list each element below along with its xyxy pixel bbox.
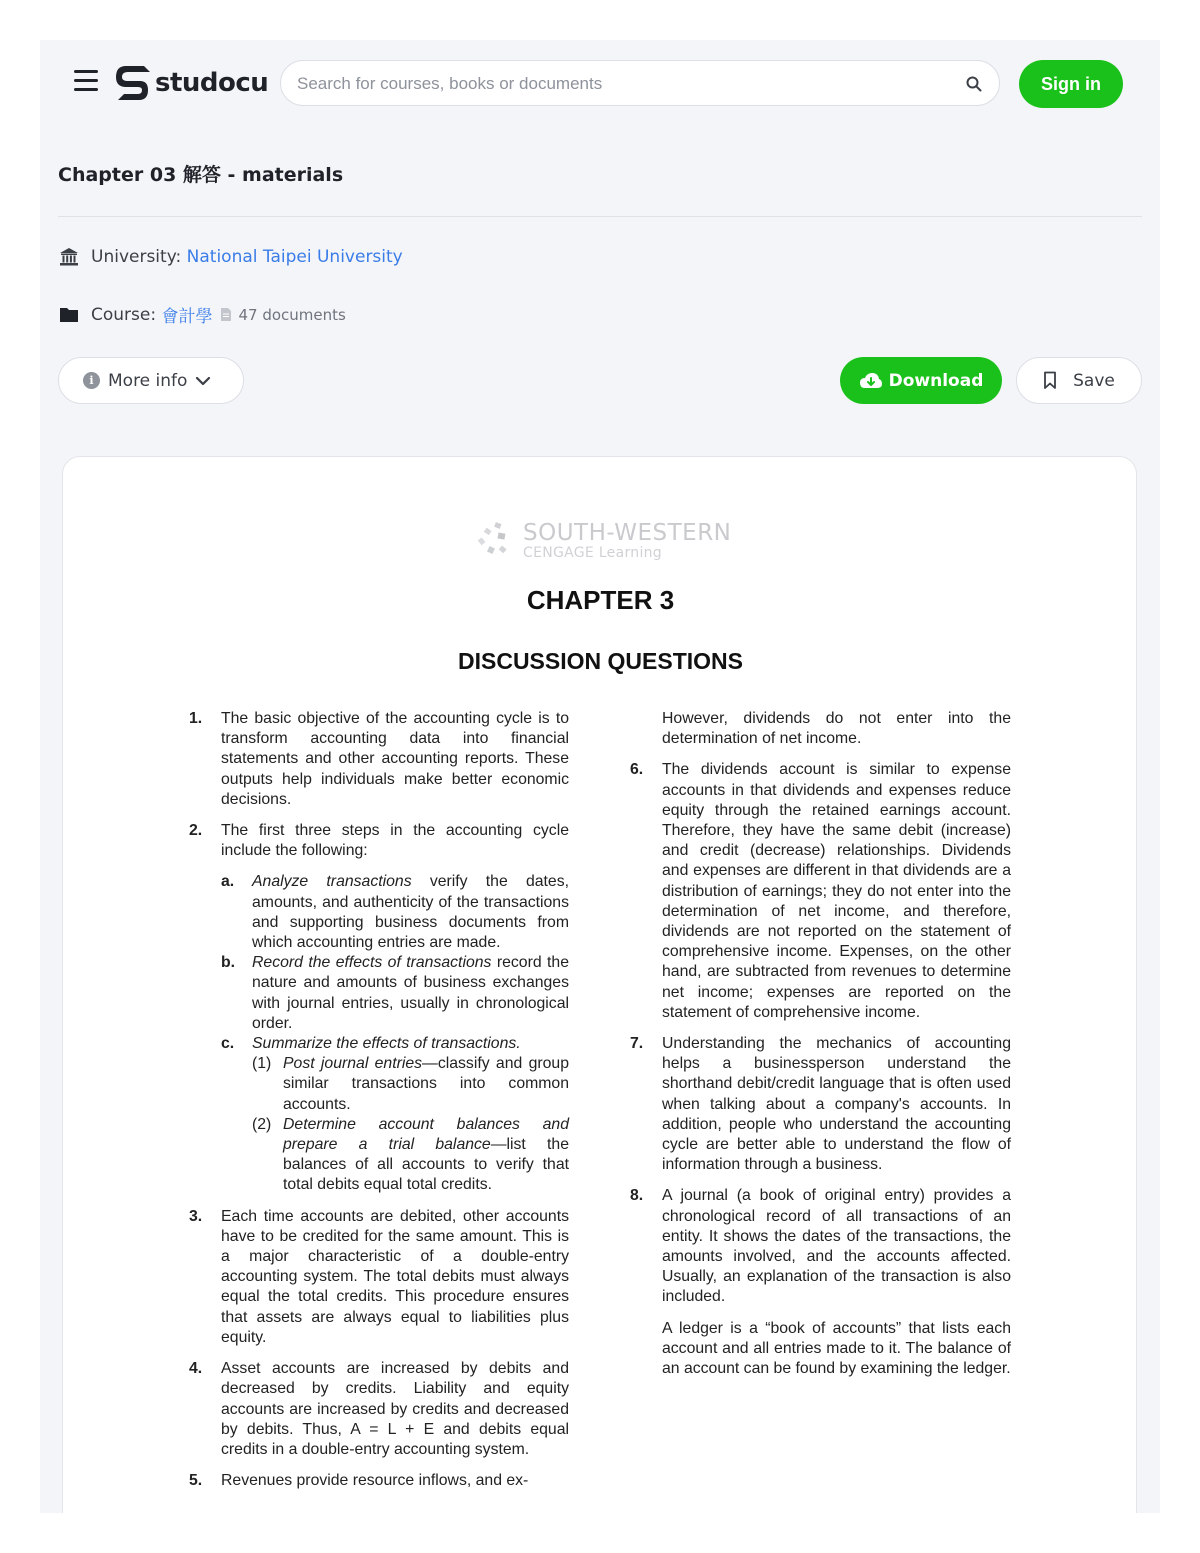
answer-text: Each time accounts are debited, other accounts have to be credited for the same amount. This is a major characteristic of a double-entry accounting system. The total debits must always equal the total credits. This procedure ensures that assets are always equal to liabilities plus equity.: [221, 1207, 569, 1346]
sub-sub-item-number: (2): [252, 1115, 272, 1133]
university-label: University:: [91, 247, 182, 267]
document-icon: [220, 307, 232, 322]
sub-sub-item-number: (1): [252, 1055, 272, 1073]
sub-item-title: Analyze transactions: [252, 873, 412, 891]
answer-text: The first three steps in the accounting cycle include the following:: [221, 822, 569, 860]
question-item: [630, 1034, 1011, 1175]
question-item: [189, 1359, 569, 1460]
question-item: [630, 1186, 1011, 1307]
sub-item-title: Record the effects of transactions: [252, 954, 492, 972]
university-link[interactable]: National Taipei University: [186, 247, 403, 267]
course-label: Course:: [91, 304, 157, 325]
studocu-logo[interactable]: [114, 63, 268, 103]
question-item: [189, 821, 569, 1196]
answer-text: Understanding the mechanics of accounting helps a businessperson understand the shorthand debit/credit language that is often used when talking about a company's accounts. In addition, people who understand the accounting cycle are better able to understand the flow of information through a business.: [662, 1035, 1011, 1174]
sub-sub-item-text: —list the balances of all accounts to verify that total debits equal total credits.: [283, 1136, 569, 1194]
question-number: 3.: [189, 1207, 203, 1225]
publisher-subtitle: CENGAGE Learning: [523, 545, 662, 561]
answer-text: Revenues provide resource inflows, and ex-: [221, 1472, 529, 1490]
search-icon[interactable]: [965, 75, 983, 93]
course-row: [58, 302, 346, 327]
download-button[interactable]: [840, 357, 1002, 404]
publisher-mark-icon: [473, 521, 517, 561]
sub-item: [221, 1034, 569, 1196]
sub-item-title: Summarize the effects of transactions.: [252, 1035, 521, 1053]
publisher-text: [523, 522, 731, 560]
chapter-heading: CHAPTER 3: [526, 585, 675, 615]
answer-text: Asset accounts are increased by debits and decreased by credits. Liability and equity accounts are increased by credits and decreased by debits. Thus, A = L + E and debits equal credits in a double-entry accounting system.: [221, 1360, 569, 1458]
question-number: 6.: [630, 761, 644, 779]
answer-text: The basic objective of the accounting cycle is to transform accounting data into financial statements and other accounting reports. These outputs help individuals make better economic decisions.: [221, 710, 569, 808]
logo-text: studocu: [155, 68, 269, 98]
sub-sub-item: [252, 1115, 569, 1196]
sub-sub-item-title: Post journal entries: [283, 1055, 423, 1073]
university-row: [58, 246, 403, 268]
course-link[interactable]: 會計學: [161, 307, 213, 327]
section-heading: DISCUSSION QUESTIONS: [458, 648, 743, 674]
chevron-down-icon: [195, 376, 211, 386]
save-button[interactable]: [1016, 357, 1142, 404]
answer-text: The dividends account is similar to expense accounts in that dividends and expenses reduce equity through the retained earnings account. Therefore, they have the same debit (increase) and credit (decrease) relationships. Dividends and expenses are different in that dividends are a distribution of earnings; they do not enter into the determination of net income, and therefore, dividends are not reported on the statement of comprehensive income. Expenses, on the other hand, are subtracted from revenues to determine net income; expenses are reported on the statement of comprehensive income.: [662, 761, 1011, 1021]
question-number: 5.: [189, 1472, 203, 1490]
publisher-name: SOUTH-WESTERN: [523, 520, 732, 546]
divider: [58, 216, 1142, 217]
folder-icon: [58, 304, 80, 326]
save-label: Save: [1073, 370, 1115, 391]
sub-sub-item: [252, 1054, 569, 1115]
document-page: [62, 456, 1137, 1513]
right-column: [630, 709, 1011, 1390]
question-item: [630, 760, 1011, 1023]
sub-item-letter: b.: [221, 954, 236, 972]
sub-item-letter: a.: [221, 873, 235, 891]
answer-continuation: However, dividends do not enter into the determination of net income.: [662, 710, 1011, 748]
studocu-logo-icon: [114, 63, 152, 103]
sign-in-button[interactable]: Sign in: [1019, 60, 1123, 108]
sub-sub-item-text: —classify and group similar transactions into common accounts.: [283, 1055, 569, 1113]
search-bar: [280, 60, 1000, 106]
left-column: [189, 709, 569, 1502]
sub-item-text: verify the dates, amounts, and authenticity of the transactions and supporting business documents from which accounting entries are made.: [252, 873, 569, 952]
more-info-label: More info: [108, 370, 188, 391]
answer-text: A journal (a book of original entry) provides a chronological record of all transactions of an entity. It shows the dates of the transactions, the amounts involved, and the accounts affected. Usually, an explanation of the transaction is also included.: [662, 1187, 1011, 1306]
question-item: [189, 1207, 569, 1348]
document-count: 47 documents: [238, 305, 346, 324]
bookmark-icon: [1043, 371, 1057, 390]
sub-item-text: record the nature and amounts of business exchanges with journal entries, usually in chronological order.: [252, 954, 570, 1032]
question-number: 4.: [189, 1360, 203, 1378]
page-frame: [40, 40, 1160, 1513]
question-number: 2.: [189, 822, 203, 840]
question-item: [189, 709, 569, 810]
answer-paragraph: A ledger is a “book of accounts” that lists each account and all entries made to it. The balance of an account can be found by examining the ledger.: [662, 1319, 1011, 1378]
menu-icon[interactable]: [74, 70, 98, 92]
publisher-logo: [473, 521, 731, 561]
question-number: 7.: [630, 1035, 644, 1053]
cloud-download-icon: [859, 372, 883, 390]
question-item: [189, 1471, 569, 1491]
sub-item: [221, 872, 569, 953]
sub-item: [221, 953, 569, 1034]
info-icon: i: [83, 372, 100, 389]
search-input[interactable]: [297, 72, 937, 96]
document-title: Chapter 03 解答 - materials: [58, 164, 344, 186]
sub-sub-item-title: Determine account balances and prepare a trial balance: [283, 1115, 569, 1154]
sub-item-letter: c.: [221, 1035, 235, 1053]
university-icon: [58, 246, 80, 268]
top-bar: [40, 40, 1160, 128]
download-label: Download: [888, 370, 984, 391]
more-info-button[interactable]: [58, 357, 244, 404]
question-number: 8.: [630, 1187, 644, 1205]
question-number: 1.: [189, 710, 203, 727]
